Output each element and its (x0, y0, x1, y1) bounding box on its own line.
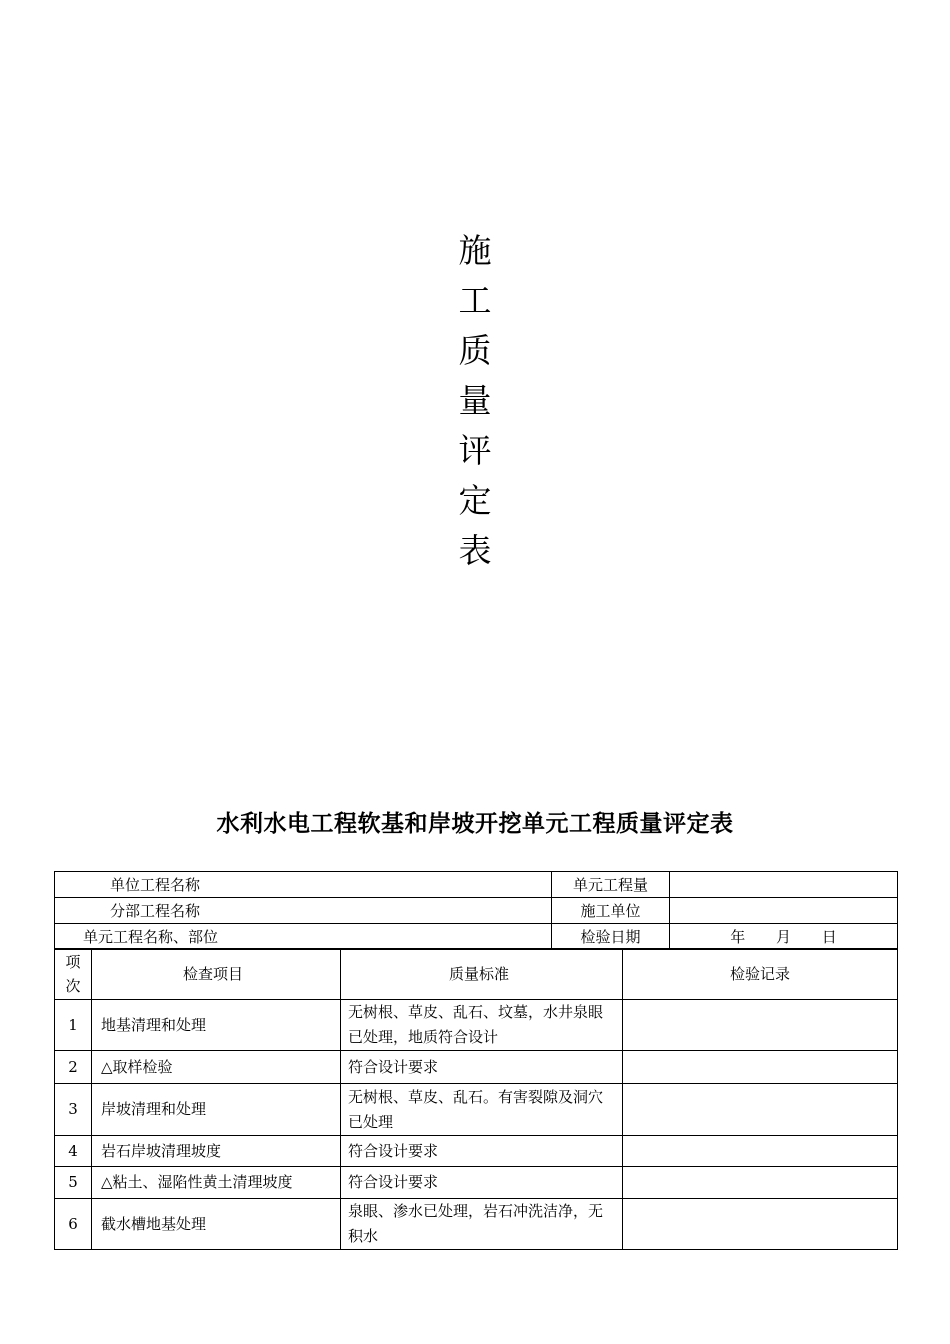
element-name-label: 单元工程名称、部位 (83, 928, 219, 946)
row-standard: 符合设计要求 (341, 1136, 623, 1167)
cover-title-char: 质 (458, 331, 492, 370)
header-index (55, 949, 92, 1000)
table-row (55, 1051, 898, 1084)
cover-title-char: 量 (458, 381, 492, 420)
table-row (55, 1084, 898, 1136)
row-item: 截水槽地基处理 (92, 1199, 341, 1250)
construction-unit-value[interactable] (670, 898, 898, 924)
row-index: 3 (55, 1084, 92, 1136)
unit-project-cell (55, 872, 552, 898)
row-index: 1 (55, 1000, 92, 1051)
table-header-row (55, 949, 898, 1000)
cover-title-char: 定 (458, 481, 492, 520)
row-index: 5 (55, 1167, 92, 1199)
header-record: 检验记录 (623, 949, 898, 1000)
element-name-cell (55, 924, 552, 950)
row-standard: 无树根、草皮、乱石。有害裂隙及洞穴已处理 (341, 1084, 623, 1136)
row-standard: 符合设计要求 (341, 1051, 623, 1084)
unit-project-label: 单位工程名称 (110, 876, 201, 894)
element-quantity-label: 单元工程量 (552, 872, 670, 898)
table-row (55, 1167, 898, 1199)
row-standard: 泉眼、渗水已处理，岩石冲洗洁净，无积水 (341, 1199, 623, 1250)
info-row-element-name (55, 924, 898, 950)
row-standard: 无树根、草皮、乱石、坟墓，水井泉眼已处理，地质符合设计 (341, 1000, 623, 1051)
inspection-date-value[interactable] (670, 924, 898, 950)
row-index: 6 (55, 1199, 92, 1250)
division-project-label: 分部工程名称 (110, 902, 201, 920)
row-standard: 符合设计要求 (341, 1167, 623, 1199)
row-record[interactable] (623, 1084, 898, 1136)
cover-title-char: 工 (458, 281, 492, 320)
date-month: 月 (775, 928, 791, 946)
row-record[interactable] (623, 1167, 898, 1199)
row-record[interactable] (623, 1136, 898, 1167)
date-year: 年 (730, 928, 746, 946)
inspection-table (54, 948, 898, 1250)
row-record[interactable] (623, 1000, 898, 1051)
cover-title (0, 226, 950, 576)
table-row (55, 1000, 898, 1051)
form-title: 水利水电工程软基和岸坡开挖单元工程质量评定表 (216, 810, 734, 837)
cover-title-char: 表 (458, 531, 492, 570)
table-row (55, 1199, 898, 1250)
row-item: 地基清理和处理 (92, 1000, 341, 1051)
inspection-date-label: 检验日期 (552, 924, 670, 950)
info-table (54, 871, 898, 950)
date-day: 日 (821, 928, 837, 946)
row-item: △粘土、湿陷性黄土清理坡度 (92, 1167, 341, 1199)
info-row-division-project (55, 898, 898, 924)
header-standard: 质量标准 (341, 949, 623, 1000)
header-index-text: 项次 (65, 953, 81, 995)
table-row (55, 1136, 898, 1167)
row-index: 2 (55, 1051, 92, 1084)
info-row-unit-project (55, 872, 898, 898)
row-index: 4 (55, 1136, 92, 1167)
construction-unit-label: 施工单位 (552, 898, 670, 924)
row-item: 岩石岸坡清理坡度 (92, 1136, 341, 1167)
division-project-cell (55, 898, 552, 924)
cover-title-char: 施 (458, 231, 492, 270)
header-item: 检查项目 (92, 949, 341, 1000)
row-item: 岸坡清理和处理 (92, 1084, 341, 1136)
row-item: △取样检验 (92, 1051, 341, 1084)
cover-title-char: 评 (458, 431, 492, 470)
row-record[interactable] (623, 1051, 898, 1084)
row-record[interactable] (623, 1199, 898, 1250)
element-quantity-value[interactable] (670, 872, 898, 898)
